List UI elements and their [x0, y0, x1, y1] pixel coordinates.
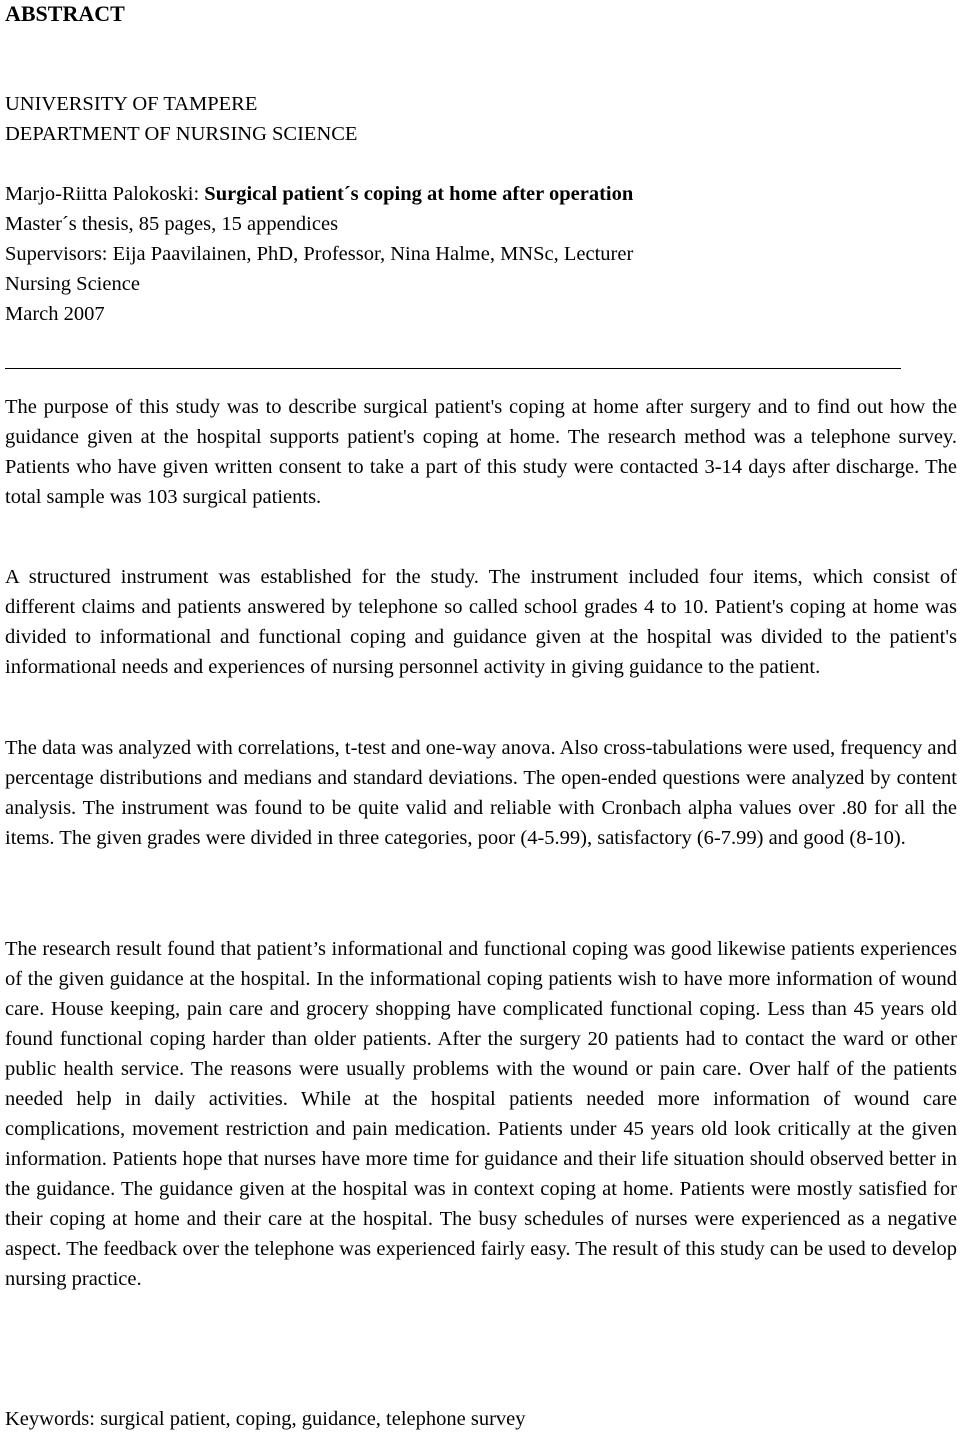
keywords: Keywords: surgical patient, coping, guidance, telephone survey — [5, 1408, 526, 1430]
department-name: DEPARTMENT OF NURSING SCIENCE — [5, 123, 358, 145]
author-name: Marjo-Riitta Palokoski: — [5, 183, 205, 205]
separator-line — [5, 368, 901, 369]
thesis-info-block — [5, 179, 633, 329]
subject: Nursing Science — [5, 273, 140, 295]
thesis-type-pages: Master´s thesis, 85 pages, 15 appendices — [5, 213, 339, 235]
page-heading: ABSTRACT — [5, 1, 125, 26]
abstract-paragraph: The data was analyzed with correlations, t-test and one-way anova. Also cross-tabulations were used, frequency and percentage distributions and medians and standard deviations. The open-ended questions were analyzed by content analysis. The instrument was found to be quite valid and reliable with Cronbach alpha values over .80 for all the items. The given grades were divided in three categories, poor (4-5.99), satisfactory (6-7.99) and good (8-10). — [5, 737, 957, 849]
institution-block — [5, 89, 357, 149]
university-name: UNIVERSITY OF TAMPERE — [5, 93, 258, 115]
abstract-paragraph: The purpose of this study was to describe surgical patient's coping at home after surgery and to find out how the guidance given at the hospital supports patient's coping at home. The research method was a telephone survey. Patients who have given written consent to take a part of this study were contacted 3-14 days after discharge. The total sample was 103 surgical patients. — [5, 396, 957, 508]
abstract-paragraph: A structured instrument was established for the study. The instrument included four items, which consist of different claims and patients answered by telephone so called school grades 4 to 10. Patient's coping at home was divided to informational and functional coping and guidance given at the hospital was divided to the patient's informational needs and experiences of nursing personnel activity in giving guidance to the patient. — [5, 566, 957, 678]
author-title-line — [5, 179, 633, 209]
thesis-title: Surgical patient´s coping at home after operation — [204, 183, 634, 205]
thesis-date: March 2007 — [5, 303, 105, 325]
supervisors: Supervisors: Eija Paavilainen, PhD, Professor, Nina Halme, MNSc, Lecturer — [5, 243, 634, 265]
abstract-paragraph: The research result found that patient’s informational and functional coping was good likewise patients experiences of the given guidance at the hospital. In the informational coping patients wish to have more information of wound care. House keeping, pain care and grocery shopping have complicated functional coping. Less than 45 years old found functional coping harder than older patients. After the surgery 20 patients had to contact the ward or other public health service. The reasons were usually problems with the wound or pain care. Over half of the patients needed help in daily activities. While at the hospital patients needed more information of wound care complications, movement restriction and pain medication. Patients under 45 years old look critically at the given information. Patients hope that nurses have more time for guidance and their life situation should observed better in the guidance. The guidance given at the hospital was in context coping at home. Patients were mostly satisfied for their coping at home and their care at the hospital. The busy schedules of nurses were experienced as a negative aspect. The feedback over the telephone was experienced fairly easy. The result of this study can be used to develop nursing practice. — [5, 938, 957, 1290]
